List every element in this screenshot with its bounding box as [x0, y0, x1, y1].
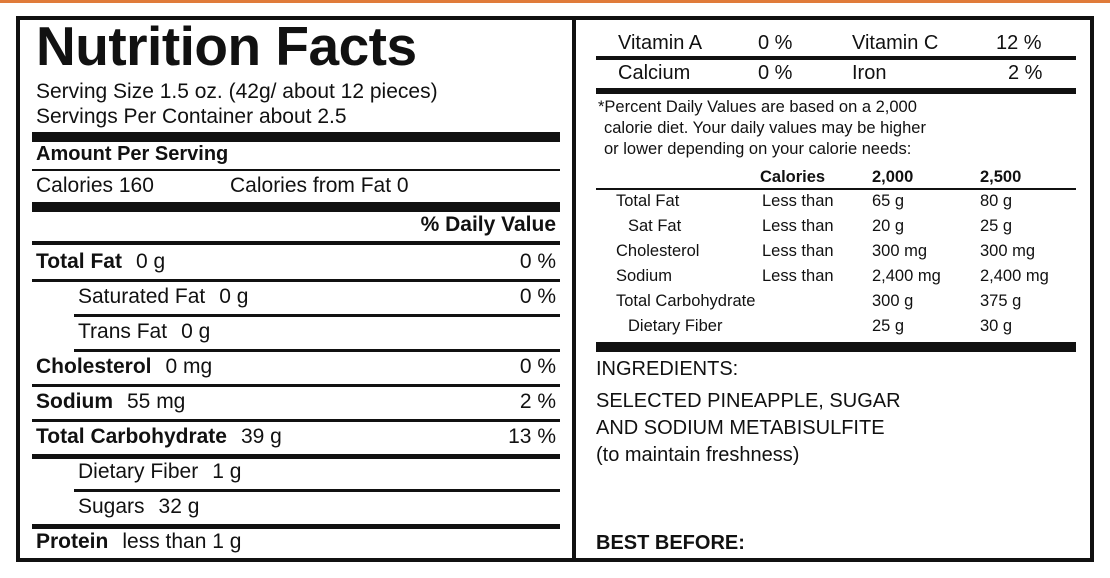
ref-value-2500: 30 g	[980, 317, 1013, 335]
table-header-2000: 2,000	[872, 168, 914, 186]
ref-qualifier: Less than	[762, 192, 834, 210]
row-divider	[32, 454, 560, 459]
ref-value-2000: 300 mg	[872, 242, 928, 260]
nutrient-amount: 0 g	[181, 320, 211, 343]
table-header-calories: Calories	[760, 168, 826, 186]
calories-from-fat: Calories from Fat 0	[230, 174, 409, 197]
nutrition-facts-panel	[16, 16, 576, 562]
nutrient-amount: 0 g	[219, 285, 249, 308]
ref-value-2000: 25 g	[872, 317, 905, 335]
nutrient-amount: 39 g	[240, 425, 282, 448]
iron-pct: 2 %	[1008, 62, 1043, 84]
ref-value-2500: 2,400 mg	[980, 267, 1049, 285]
iron-label: Iron	[852, 62, 887, 84]
vitamin-rule	[596, 56, 1076, 60]
thick-rule	[32, 132, 560, 142]
vitamin-a-label: Vitamin A	[618, 32, 703, 54]
nutrient-name: Trans Fat	[78, 320, 168, 343]
ref-value-2000: 2,400 mg	[872, 267, 941, 285]
ref-nutrient: Total Carbohydrate	[616, 292, 756, 310]
footnote-line-1: *Percent Daily Values are based on a 2,000	[598, 98, 917, 116]
ingredients-line-3: (to maintain freshness)	[596, 444, 800, 466]
ref-value-2000: 65 g	[872, 192, 905, 210]
ref-value-2000: 300 g	[872, 292, 914, 310]
table-header-rule	[596, 188, 1076, 190]
nutrient-amount: 0 g	[135, 250, 166, 273]
calcium-label: Calcium	[618, 62, 691, 84]
thick-rule	[32, 202, 560, 212]
ref-value-2000: 20 g	[872, 217, 905, 235]
ref-value-2500: 25 g	[980, 217, 1013, 235]
nutrient-name: Total Carbohydrate	[36, 425, 227, 448]
vitamin-rule-thick	[596, 88, 1076, 94]
row-divider	[32, 419, 560, 422]
nutrient-label	[36, 390, 185, 414]
footnote-line-3: or lower depending on your calorie needs:	[604, 140, 912, 158]
row-divider	[32, 279, 560, 282]
ref-qualifier: Less than	[762, 242, 834, 260]
daily-value-header: % Daily Value	[420, 213, 556, 236]
ref-value-2500: 300 mg	[980, 242, 1036, 260]
ingredients-line-2: AND SODIUM METABISULFITE	[596, 417, 885, 439]
nutrient-name: Saturated Fat	[78, 285, 206, 308]
ref-value-2500: 80 g	[980, 192, 1013, 210]
nutrient-name: Sugars	[78, 495, 145, 518]
footnote-line-2: calorie diet. Your daily values may be higher	[604, 119, 926, 137]
medium-rule	[32, 241, 560, 245]
reference-panel	[572, 16, 1094, 562]
nutrient-label	[78, 285, 248, 309]
vitamin-a-pct: 0 %	[758, 32, 793, 54]
ref-nutrient: Total Fat	[616, 192, 680, 210]
nutrient-label	[36, 425, 282, 449]
vitamin-c-label: Vitamin C	[852, 32, 939, 54]
nutrient-amount: 55 mg	[127, 390, 186, 413]
nutrient-label	[78, 460, 241, 484]
nutrient-daily-value: 0 %	[519, 250, 556, 273]
nutrient-label	[36, 355, 212, 379]
ref-nutrient: Cholesterol	[616, 242, 700, 260]
row-divider	[32, 384, 560, 387]
nutrient-name: Sodium	[36, 390, 113, 413]
table-bottom-rule	[596, 342, 1076, 352]
top-accent-bar	[0, 0, 1110, 3]
row-divider	[74, 489, 560, 492]
row-divider	[32, 524, 560, 529]
nutrient-label	[36, 530, 241, 554]
nutrient-label	[36, 250, 165, 274]
nutrient-label	[78, 320, 210, 344]
row-divider	[74, 349, 560, 352]
ref-nutrient: Sodium	[616, 267, 672, 285]
ref-qualifier: Less than	[762, 267, 834, 285]
ingredients-line-1: SELECTED PINEAPPLE, SUGAR	[596, 390, 901, 412]
calories-value: Calories 160	[36, 174, 154, 197]
nutrient-name: Protein	[36, 530, 109, 553]
amount-per-serving: Amount Per Serving	[36, 143, 229, 165]
table-header-2500: 2,500	[980, 168, 1022, 186]
nutrient-name: Dietary Fiber	[78, 460, 199, 483]
thin-rule	[32, 169, 560, 171]
row-divider	[74, 314, 560, 317]
nutrient-amount: 32 g	[158, 495, 200, 518]
nutrient-daily-value: 0 %	[519, 285, 556, 308]
ref-nutrient: Sat Fat	[628, 217, 682, 235]
nutrient-amount: less than 1 g	[122, 530, 242, 553]
ref-value-2500: 375 g	[980, 292, 1022, 310]
nutrient-name: Cholesterol	[36, 355, 152, 378]
nutrient-amount: 1 g	[212, 460, 242, 483]
nutrient-name: Total Fat	[36, 250, 122, 273]
nutrition-title: Nutrition Facts	[36, 15, 417, 77]
best-before-label: BEST BEFORE:	[596, 532, 745, 554]
servings-per-container: Servings Per Container about 2.5	[36, 105, 347, 128]
ref-nutrient: Dietary Fiber	[628, 317, 723, 335]
nutrient-amount: 0 mg	[165, 355, 213, 378]
nutrient-daily-value: 13 %	[508, 425, 556, 448]
nutrient-daily-value: 0 %	[519, 355, 556, 378]
nutrient-daily-value: 2 %	[519, 390, 556, 413]
ingredients-heading: INGREDIENTS:	[596, 358, 739, 380]
nutrient-label	[78, 495, 199, 519]
serving-size: Serving Size 1.5 oz. (42g/ about 12 pieces)	[36, 80, 438, 103]
calcium-pct: 0 %	[758, 62, 793, 84]
ref-qualifier: Less than	[762, 217, 834, 235]
vitamin-c-pct: 12 %	[996, 32, 1042, 54]
